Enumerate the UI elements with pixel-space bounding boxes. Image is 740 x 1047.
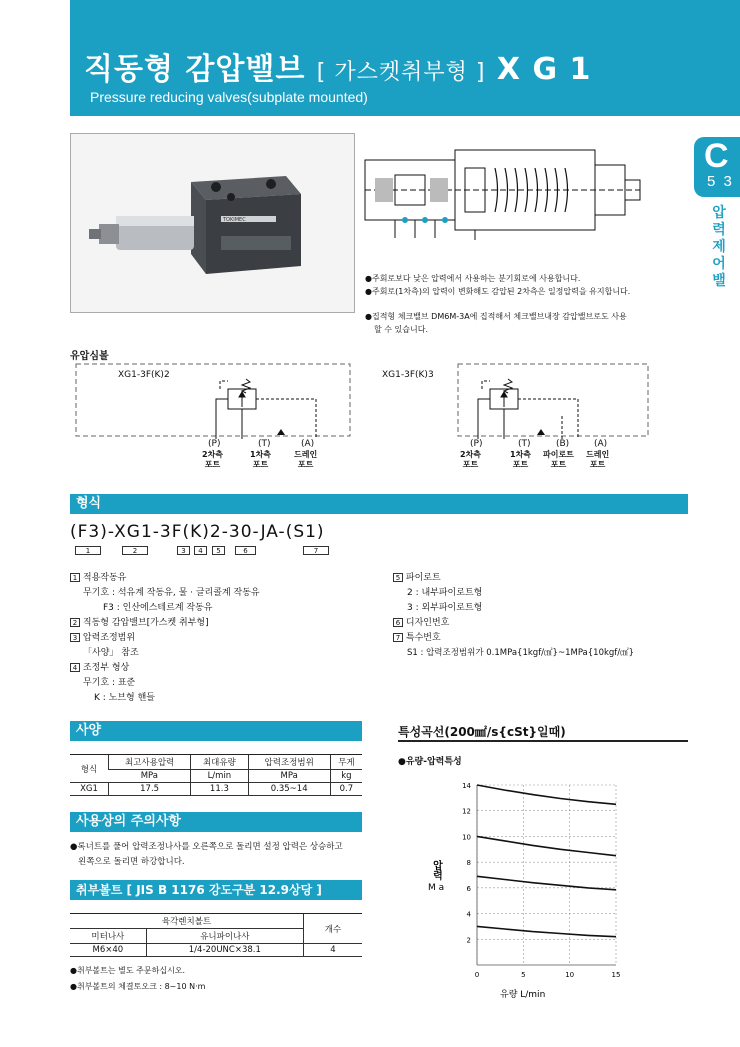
- brand-label: TOKIMEC: [223, 217, 246, 223]
- legend-text: 파이로트: [405, 573, 441, 583]
- port-label: (T): [258, 439, 271, 449]
- note-line: ●주회로보다 낮은 압력에서 사용하는 분기회로에 사용합니다.: [365, 274, 581, 283]
- table-unit: kg: [330, 770, 362, 783]
- page-title: [84, 44, 591, 88]
- port-desc-line: 포트: [204, 460, 221, 469]
- vertical-char: 어: [712, 256, 726, 272]
- bolts-heading: 취부볼트 [ JIS B 1176 강도구분 12.9상당 ]: [70, 880, 362, 900]
- y-tick-label: 10: [462, 833, 471, 842]
- port-desc: [294, 450, 317, 470]
- table-header: 개수: [304, 914, 363, 944]
- port-label: (A): [301, 439, 315, 449]
- legend-item: [393, 616, 634, 631]
- model-code-heading: 형식: [70, 494, 688, 514]
- legend-text: 무기호 : 석유계 작동유, 물 · 글리콜계 작동유: [83, 588, 260, 598]
- port-label: (T): [518, 439, 531, 449]
- legend-item: [393, 631, 634, 646]
- code-number: 4: [194, 546, 207, 555]
- table-header: 최대유량: [191, 755, 248, 770]
- table-cell: 4: [304, 944, 363, 957]
- note-line: ●집적형 체크밸브 DM6M-3A에 집적해서 체크밸브내장 감압밸브로도 사용: [365, 312, 627, 321]
- legend-text: F3 : 인산에스테르계 작동유: [103, 603, 213, 613]
- legend-text: 디자인번호: [405, 618, 450, 628]
- port-label: (A): [594, 439, 608, 449]
- y-tick-label: 8: [466, 859, 471, 868]
- section-vertical-label: [711, 205, 727, 290]
- x-tick-label: 0: [474, 971, 480, 979]
- y-tick-label: 4: [466, 910, 471, 919]
- code-number: 7: [303, 546, 329, 555]
- port-desc-line: 2차측: [202, 450, 224, 459]
- port-label: (P): [208, 439, 221, 449]
- flow-pressure-chart: [420, 775, 660, 1005]
- port-desc: [250, 450, 271, 470]
- symbol-right: [372, 361, 652, 476]
- port-label: (B): [556, 439, 570, 449]
- title-main: 직동형 감압밸브: [84, 52, 306, 87]
- symbol-model: XG1-3F(K)2: [118, 370, 170, 380]
- vertical-char: 력: [712, 222, 726, 238]
- table-header: 압력조정범위: [248, 755, 330, 770]
- header-banner: [70, 0, 740, 116]
- code-number: 3: [177, 546, 190, 555]
- model-code: (F3)-XG1-3F(K)2-30-JA-(S1): [70, 522, 325, 542]
- table-cell: 0.35~14: [248, 783, 330, 796]
- vertical-char: 압: [712, 205, 726, 221]
- page-number: 5 3: [707, 173, 734, 190]
- symbol-left: [70, 361, 355, 476]
- note-line: 할 수 있습니다.: [374, 325, 428, 334]
- chart-heading: 특성곡선(200㎟/s{cSt}일때): [398, 725, 566, 739]
- legend-text: 압력조정범위: [82, 633, 136, 643]
- legend-text: 적용작동유: [82, 573, 127, 583]
- code-legend-left: [70, 571, 260, 706]
- port-desc-line: 드레인: [294, 450, 318, 459]
- table-header: 형식: [70, 755, 109, 783]
- code-position-numbers: [75, 546, 355, 558]
- port-desc: [510, 450, 531, 470]
- port-desc-line: 드레인: [586, 450, 610, 459]
- legend-text: 「사양」 참조: [83, 648, 139, 658]
- y-tick-label: 6: [466, 884, 471, 893]
- section-tab[interactable]: [694, 137, 740, 197]
- page-subtitle: Pressure reducing valves(subplate mounted): [90, 89, 368, 105]
- x-axis-label: 유량 L/min: [500, 990, 546, 1000]
- table-cell: 0.7: [330, 783, 362, 796]
- table-unit: MPa: [109, 770, 191, 783]
- legend-text: S1 : 압력조정범위가 0.1MPa{1kgf/㎠}~1MPa{10kgf/㎠}: [407, 648, 635, 658]
- section-letter: C: [704, 137, 729, 175]
- symbol-model: XG1-3F(K)3: [382, 370, 434, 380]
- port-desc-line: 1차측: [510, 450, 532, 459]
- caution-heading: 사용상의 주의사항: [70, 812, 362, 832]
- legend-number: 5: [393, 573, 403, 582]
- chart-heading-rule: [398, 740, 688, 742]
- port-desc: [202, 450, 223, 470]
- legend-text: 무기호 : 표준: [83, 678, 136, 688]
- port-desc-line: 포트: [512, 460, 529, 469]
- legend-number: 3: [70, 633, 80, 642]
- legend-number: 7: [393, 633, 403, 642]
- port-desc-line: 포트: [252, 460, 269, 469]
- code-legend-right: [393, 571, 634, 661]
- table-row: [70, 770, 362, 783]
- note-line: ●주회로(1차측)의 압력이 변화해도 감압된 2차측은 일정압력을 유지합니다.: [365, 287, 631, 296]
- port-desc-line: 포트: [589, 460, 606, 469]
- caution-line: 왼쪽으로 돌리면 하강합니다.: [78, 857, 185, 867]
- code-number: 6: [235, 546, 256, 555]
- legend-item: [393, 571, 634, 586]
- caution-line: ●록너트를 풀어 압력조정나사를 오른쪽으로 돌리면 설정 압력은 상승하고: [70, 842, 343, 852]
- legend-item: [70, 661, 260, 676]
- table-header: 무게: [330, 755, 362, 770]
- table-row: [70, 783, 362, 796]
- legend-number: 6: [393, 618, 403, 627]
- table-unit: L/min: [191, 770, 248, 783]
- product-photo: [70, 133, 355, 313]
- legend-item: [70, 571, 260, 586]
- port-desc: [586, 450, 609, 470]
- port-desc: [460, 450, 481, 470]
- vertical-char: 제: [712, 239, 726, 255]
- table-unit: MPa: [248, 770, 330, 783]
- legend-number: 1: [70, 573, 80, 582]
- legend-text: 직동형 감압밸브[가스켓 취부형]: [82, 618, 209, 628]
- title-model: X G 1: [496, 52, 592, 87]
- table-row: [70, 914, 362, 929]
- table-cell: 11.3: [191, 783, 248, 796]
- table-row: [70, 755, 362, 770]
- y-tick-label: 12: [462, 807, 471, 816]
- chart-grid: [477, 785, 616, 965]
- series-line-4: [477, 926, 616, 936]
- y-tick-label: 14: [462, 782, 471, 790]
- feature-notes: [365, 272, 630, 336]
- legend-item: [70, 631, 260, 646]
- x-tick-label: 10: [565, 971, 575, 979]
- caution-text: [70, 840, 343, 870]
- y-axis-unit: M a: [428, 883, 445, 893]
- series-line-1: [477, 785, 616, 804]
- table-row: [70, 944, 362, 957]
- legend-number: 4: [70, 663, 80, 672]
- legend-text: 3 : 외부파이로트형: [407, 603, 483, 613]
- bolts-notes: [70, 963, 205, 995]
- x-tick-label: 5: [521, 971, 526, 979]
- legend-text: 2 : 내부파이로트형: [407, 588, 483, 598]
- port-desc-line: 포트: [297, 460, 314, 469]
- vertical-char: 밸: [712, 273, 726, 289]
- table-header: 최고사용압력: [109, 755, 191, 770]
- port-desc-line: 파이로트: [543, 450, 574, 459]
- symbols-heading: 유압심볼: [70, 351, 109, 362]
- table-cell: XG1: [70, 783, 109, 796]
- chart-subheading: ●유량-압력특성: [398, 757, 462, 767]
- series-line-2: [477, 836, 616, 855]
- port-desc-line: 포트: [462, 460, 479, 469]
- legend-number: 2: [70, 618, 80, 627]
- cross-section-drawing: [355, 140, 645, 260]
- legend-text: 특수번호: [405, 633, 441, 643]
- y-tick-label: 2: [466, 936, 471, 945]
- port-desc-line: 2차측: [460, 450, 482, 459]
- spec-table: [70, 754, 362, 796]
- code-number: 1: [75, 546, 101, 555]
- code-number: 2: [122, 546, 148, 555]
- bolts-note: ●취부볼트는 별도 주문하십시오.: [70, 966, 186, 975]
- chart-ticks: [462, 782, 620, 979]
- legend-item: [70, 616, 260, 631]
- code-number: 5: [212, 546, 225, 555]
- port-label: (P): [470, 439, 483, 449]
- port-desc: [543, 450, 574, 470]
- legend-text: 조정부 형상: [82, 663, 130, 673]
- bolts-note: ●취부볼트의 체결토오크 : 8~10 N·m: [70, 982, 206, 991]
- x-tick-label: 15: [611, 971, 621, 979]
- title-sub: [ 가스켓취부형 ]: [316, 60, 486, 85]
- chart-series-group: [477, 785, 616, 937]
- table-cell: 1/4-20UNC×38.1: [146, 944, 303, 957]
- table-cell: 17.5: [109, 783, 191, 796]
- port-desc-line: 1차측: [250, 450, 272, 459]
- valve-image: [71, 134, 354, 312]
- table-cell: M6×40: [70, 944, 146, 957]
- port-desc-line: 포트: [550, 460, 567, 469]
- table-header: 육각렌치볼트: [70, 914, 304, 929]
- y-axis-label: 압력: [430, 860, 442, 880]
- spec-heading: 사양: [70, 721, 362, 741]
- bolts-table: [70, 913, 362, 957]
- table-header: 미터나사: [70, 929, 146, 944]
- legend-text: K : 노브형 핸들: [94, 693, 155, 703]
- table-header: 유니파이나사: [146, 929, 303, 944]
